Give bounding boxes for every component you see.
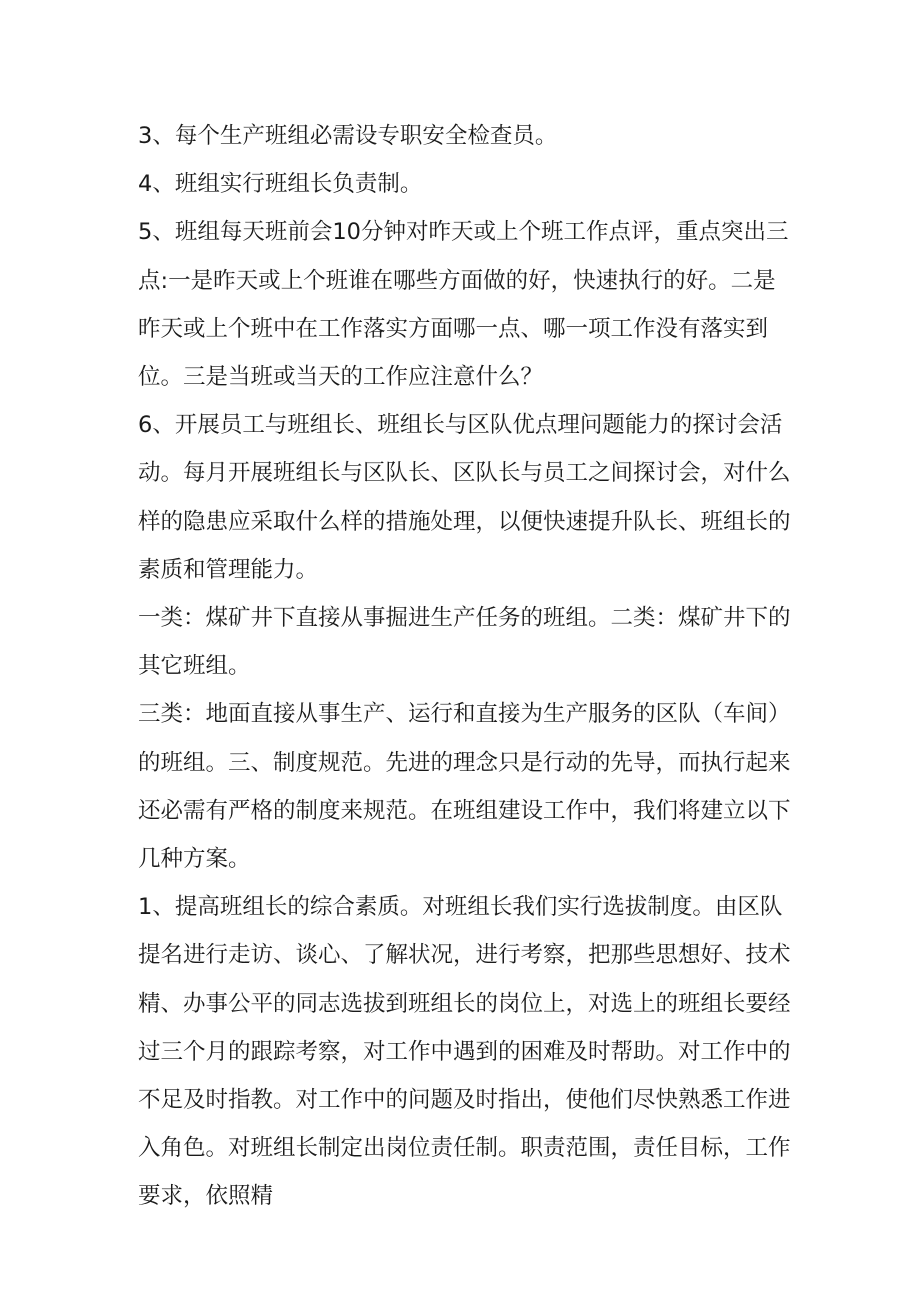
document-body xyxy=(138,112,798,1221)
paragraph-leader-responsibility: 4、班组实行班组长负责制。 xyxy=(138,171,423,198)
paragraph-class-one-two: 一类：煤矿井下直接从事掘进生产任务的班组。二类：煤矿井下的其它班组。 xyxy=(138,605,791,680)
paragraph-pre-shift-meeting: 5、班组每天班前会10分钟对昨天或上个班工作点评，重点突出三点:一是昨天或上个班谁在哪些方面做的好，快速执行的好。二是昨天或上个班中在工作落实方面哪一点、哪一项工作没有落实到位。三是当班或当天的工作应注意什么？ xyxy=(138,219,789,391)
paragraph-leader-quality: 1、提高班组长的综合素质。对班组长我们实行选拔制度。由区队提名进行走访、谈心、了解状况，进行考察，把那些思想好、技术精、办事公平的同志选拔到班组长的岗位上，对选上的班组长要经过三个月的跟踪考察，对工作中遇到的困难及时帮助。对工作中的不足及时指教。对工作中的问题及时指出，使他们尽快熟悉工作进入角色。对班组长制定出岗位责任制。职责范围，责任目标，工作要求，依照精 xyxy=(138,894,791,1210)
paragraph-class-three: 三类：地面直接从事生产、运行和直接为生产服务的区队（车间）的班组。三、制度规范。先进的理念只是行动的先导，而执行起来还必需有严格的制度来规范。在班组建设工作中，我们将建立以下几种方案。 xyxy=(138,701,791,873)
paragraph-safety-inspector: 3、每个生产班组必需设专职安全检查员。 xyxy=(138,123,558,149)
paragraph-discussion-activity: 6、开展员工与班组长、班组长与区队优点理问题能力的探讨会活动。每月开展班组长与区队长、区队长与员工之间探讨会，对什么样的隐患应采取什么样的措施处理，以便快速提升队长、班组长的素质和管理能力。 xyxy=(138,412,791,583)
